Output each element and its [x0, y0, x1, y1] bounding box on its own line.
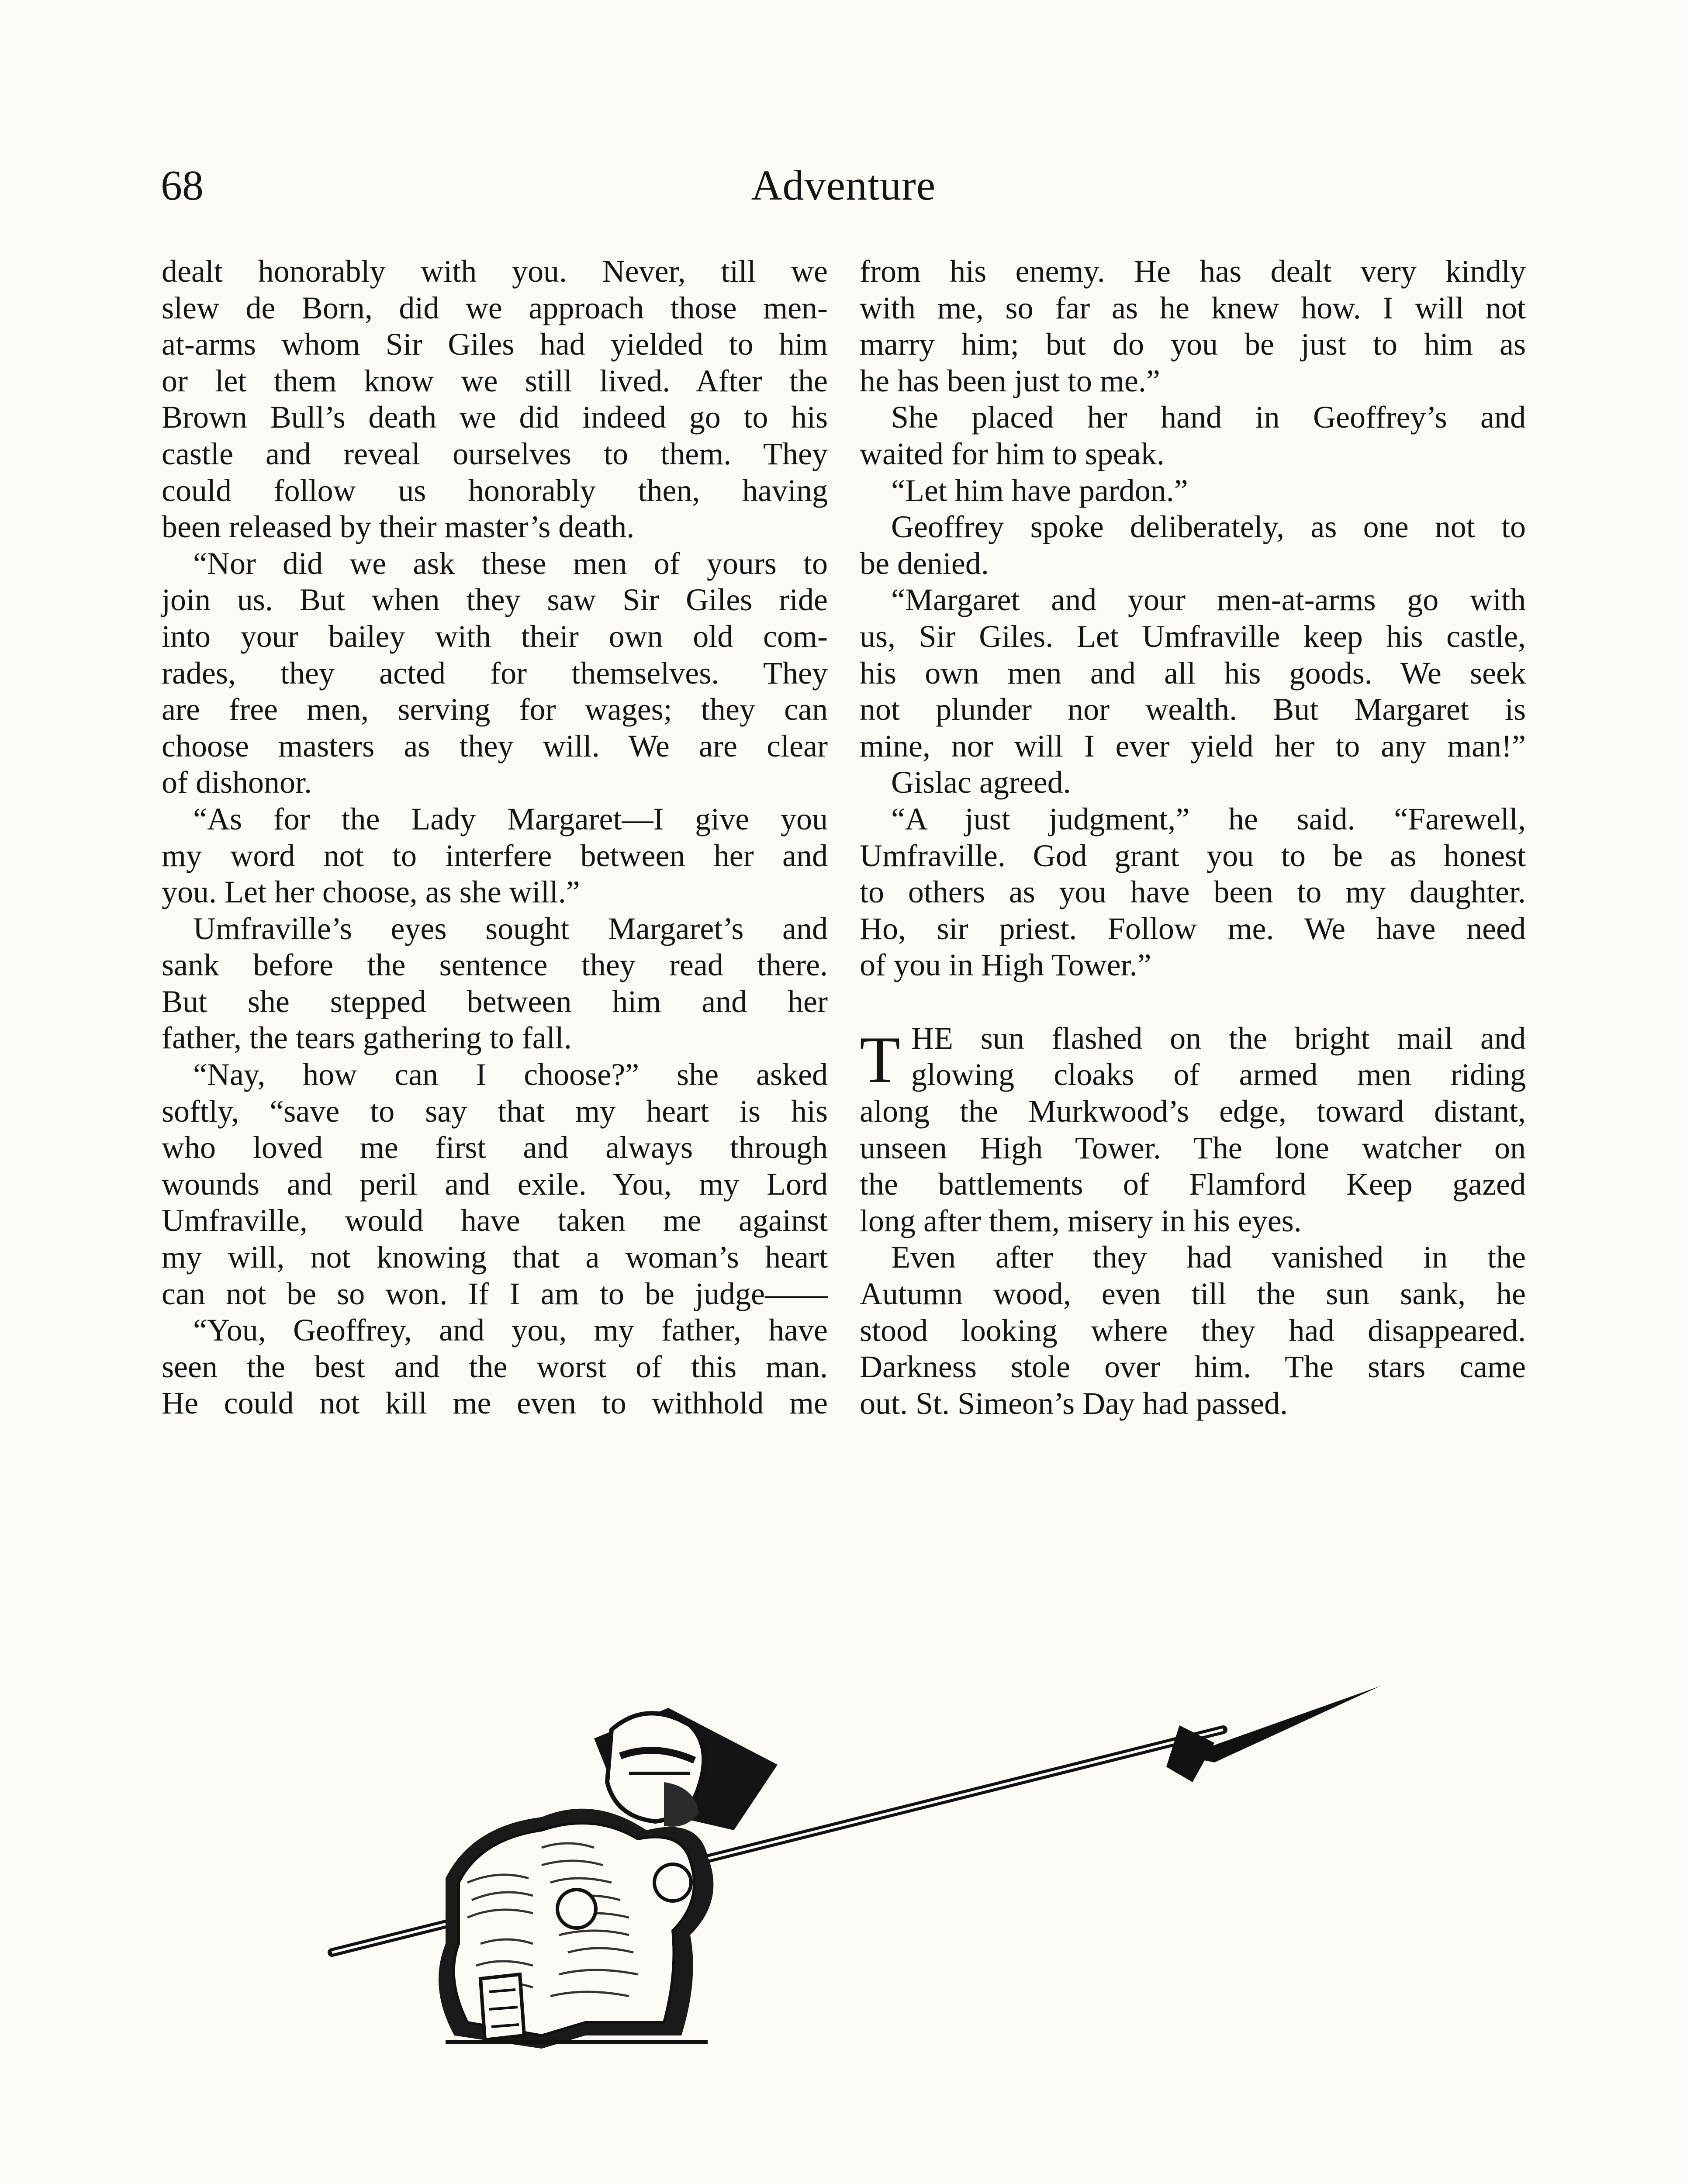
text-line: my word not to interfere between her and [162, 838, 828, 873]
text-line: or let them know we still lived. After the [162, 363, 828, 398]
text-line: rades, they acted for themselves. They [162, 655, 828, 691]
text-line: unseen High Tower. The lone watcher on [860, 1130, 1526, 1165]
text-line: you. Let her choose, as she will.” [162, 874, 580, 910]
text-line: join us. But when they saw Sir Giles ride [162, 582, 828, 618]
text-line: Geoffrey spoke deliberately, as one not to [891, 509, 1526, 545]
text-line: sank before the sentence they read there. [162, 947, 828, 983]
text-line: “You, Geoffrey, and you, my father, have [193, 1313, 828, 1348]
text-line: marry him; but do you be just to him as [860, 327, 1526, 362]
text-line: Darkness stole over him. The stars came [860, 1349, 1526, 1385]
text-line: Even after they had vanished in the [891, 1240, 1526, 1275]
text-line: Autumn wood, even till the sun sank, he [860, 1276, 1526, 1312]
text-line: “Let him have pardon.” [891, 473, 1188, 508]
text-line: Gislac agreed. [891, 765, 1071, 800]
text-line: slew de Born, did we approach those men- [162, 290, 828, 325]
text-line: to others as you have been to my daughter. [860, 874, 1526, 910]
text-line: He could not kill me even to withhold me [162, 1386, 828, 1421]
section-opening [860, 1020, 1526, 1096]
text-line: my will, not knowing that a woman’s heart [162, 1240, 828, 1275]
text-line: “Nay, how can I choose?” she asked [193, 1057, 828, 1092]
text-line: Ho, sir priest. Follow me. We have need [860, 911, 1526, 946]
text-line: not plunder nor wealth. But Margaret is [860, 692, 1526, 727]
text-line: waited for him to speak. [860, 436, 1165, 471]
text-line: choose masters as they will. We are clear [162, 728, 828, 764]
text-line: “A just judgment,” he said. “Farewell, [891, 801, 1526, 836]
text-line: us, Sir Giles. Let Umfraville keep his castle, [860, 619, 1526, 654]
text-line: be denied. [860, 546, 989, 581]
text-line: who loved me first and always through [162, 1130, 828, 1165]
text-line: “Margaret and your men-at-arms go with [891, 582, 1526, 618]
text-line: into your bailey with their own old com- [162, 619, 828, 654]
text-line: dealt honorably with you. Never, till we [162, 254, 828, 289]
text-line: at-arms whom Sir Giles had yielded to him [162, 327, 828, 362]
text-line: been released by their master’s death. [162, 509, 635, 545]
lance-spearhead [1184, 1686, 1380, 1762]
text-line: can not be so won. If I am to be judge—— [162, 1276, 828, 1311]
knight-figure [439, 1713, 713, 2049]
text-line: castle and reveal ourselves to them. They [162, 436, 828, 471]
text-line: “Nor did we ask these men of yours to [193, 546, 828, 581]
text-line: “As for the Lady Margaret—I give you [193, 801, 828, 836]
text-line: But she stepped between him and her [162, 984, 828, 1019]
drop-cap: T [860, 1023, 900, 1096]
left-text-column [162, 253, 828, 1422]
text-line: out. St. Simeon’s Day had passed. [860, 1386, 1288, 1421]
hand [557, 1890, 596, 1928]
hand [654, 1864, 691, 1901]
section-break [860, 984, 1526, 1020]
text-line: are free men, serving for wages; they can [162, 692, 828, 727]
right-text-column [860, 253, 1526, 1422]
text-line: HE sun flashed on the bright mail and [911, 1020, 1526, 1056]
text-line: from his enemy. He has dealt very kindly [860, 254, 1526, 289]
text-line: stood looking where they had disappeared. [860, 1313, 1526, 1348]
knight-with-lance-illustration [315, 1673, 1398, 2079]
magazine-title: Adventure [751, 162, 936, 209]
text-line: wounds and peril and exile. You, my Lord [162, 1166, 828, 1202]
text-line: She placed her hand in Geoffrey’s and [891, 400, 1526, 435]
text-line: of you in High Tower.” [860, 947, 1151, 983]
text-line: Umfraville. God grant you to be as honest [860, 838, 1526, 873]
text-line: of dishonor. [162, 765, 312, 800]
text-line: he has been just to me.” [860, 363, 1160, 398]
text-line: Brown Bull’s death we did indeed go to his [162, 400, 828, 435]
page-number: 68 [161, 162, 204, 209]
text-line: Umfraville, would have taken me against [162, 1203, 828, 1238]
text-line: Umfraville’s eyes sought Margaret’s and [193, 911, 828, 946]
text-line: father, the tears gathering to fall. [162, 1020, 572, 1056]
running-head [0, 157, 1687, 214]
text-line: glowing cloaks of armed men riding [911, 1057, 1526, 1092]
text-line: long after them, misery in his eyes. [860, 1203, 1302, 1238]
text-line: along the Murkwood’s edge, toward distant, [860, 1094, 1526, 1129]
text-line: seen the best and the worst of this man. [162, 1349, 828, 1384]
text-line: softly, “save to say that my heart is his [162, 1093, 828, 1129]
text-line: the battlements of Flamford Keep gazed [860, 1167, 1526, 1202]
text-line: with me, so far as he knew how. I will not [860, 290, 1526, 325]
text-line: mine, nor will I ever yield her to any man!” [860, 728, 1526, 764]
text-line: could follow us honorably then, having [162, 473, 828, 508]
text-line: his own men and all his goods. We seek [860, 655, 1526, 691]
